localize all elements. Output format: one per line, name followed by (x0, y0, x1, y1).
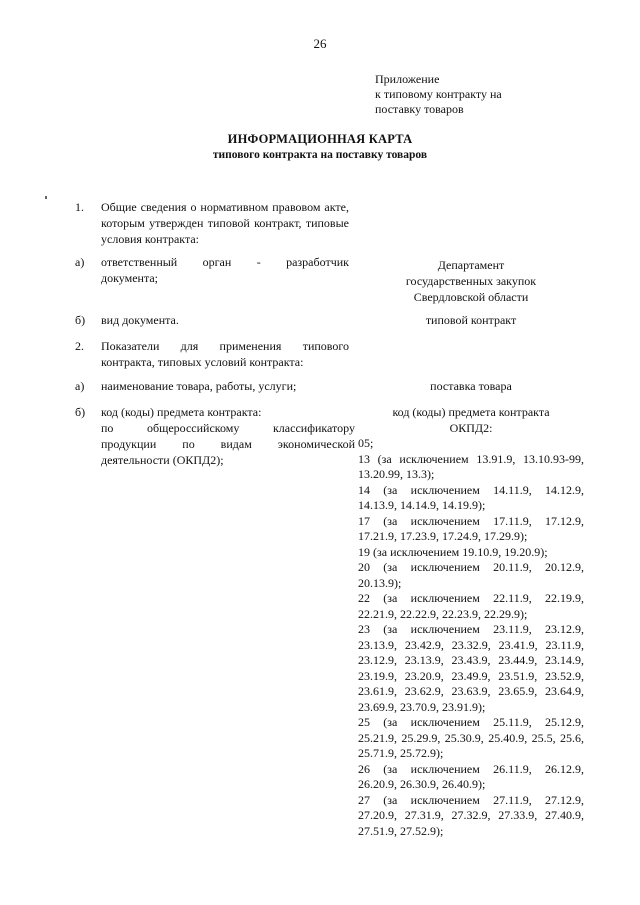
item-word: по (101, 421, 114, 435)
item-number: б) (75, 405, 86, 419)
appendix-line: поставку товаров (375, 102, 464, 116)
appendix-note (375, 72, 575, 117)
item-value: поставка товара (430, 379, 512, 393)
item-text-line: деятельности (ОКПД2); (101, 453, 224, 467)
item-word: разработчик (286, 255, 349, 269)
scan-mark (45, 196, 47, 199)
item-word: общероссийскому (147, 421, 240, 435)
appendix-line: к типовому контракту на (375, 87, 502, 101)
item-text (101, 254, 349, 286)
item-word: ответственный (101, 255, 178, 269)
item-text: Показатели для применения типового контракта, типовых условий контракта: (101, 339, 349, 369)
item-text: наименование товара, работы, услуги; (101, 379, 297, 393)
code-item: 22 (за исключением 22.11.9, 22.19.9, 22.21.9, 22.22.9, 22.23.9, 22.29.9); (358, 591, 584, 621)
value-line: ОКПД2: (449, 420, 493, 435)
item-number: 2. (75, 339, 84, 353)
item-number: б) (75, 313, 86, 327)
code-item: 26 (за исключением 26.11.9, 26.12.9, 26.20.9, 26.30.9, 26.40.9); (358, 761, 584, 791)
item-text: Общие сведения о нормативном правовом акте, которым утвержден типовой контракт, типовые условия контракта: (101, 200, 349, 246)
title-main: ИНФОРМАЦИОННАЯ КАРТА (227, 132, 413, 146)
item-text: вид документа. (101, 313, 179, 327)
item-text-line: документа; (101, 271, 158, 285)
code-item: 13 (за исключением 13.91.9, 13.10.93-99, 13.20.99, 13.3); (358, 451, 584, 481)
item-text (101, 404, 355, 468)
code-item: 20 (за исключением 20.11.9, 20.12.9, 20.13.9); (358, 560, 584, 590)
item-value (358, 257, 584, 305)
value-line: код (коды) предмета контракта (392, 405, 550, 419)
code-item: 14 (за исключением 14.11.9, 14.12.9, 14.13.9, 14.14.9, 14.19.9); (358, 482, 584, 512)
item-word: - (256, 255, 261, 269)
title-subtitle: типового контракта на поставку товаров (212, 149, 428, 161)
code-item: 23 (за исключением 23.11.9, 23.12.9, 23.13.9, 23.42.9, 23.32.9, 23.41.9, 23.11.9, 23.12.9, 23.13.9, 23.43.9, 23.44.9, 23.14.9, 23.19.9, 23.20.9, 23.49.9, 23.51.9, 23.52.9, 23.61.9, 23.62.9, 23.63.9, 23.65.9, 23.64.9, 23.69.9, 23.70.9, 23.91.9); (358, 622, 584, 714)
code-item: 17 (за исключением 17.11.9, 17.12.9, 17.21.9, 17.23.9, 17.24.9, 17.29.9); (358, 513, 584, 543)
code-item: 05; (358, 436, 374, 450)
item-word: экономической (277, 437, 355, 451)
item-number: а) (75, 379, 85, 393)
item-text-line: код (коды) предмета контракта: (101, 405, 262, 419)
item-word: по (182, 437, 195, 451)
value-header (358, 405, 584, 436)
document-title (0, 131, 640, 163)
value-line: Департамент (437, 258, 505, 272)
item-value: типовой контракт (425, 313, 517, 327)
item-word: классификатору (272, 421, 355, 435)
item-word: видам (220, 437, 252, 451)
code-item: 27 (за исключением 27.11.9, 27.12.9, 27.20.9, 27.31.9, 27.32.9, 27.33.9, 27.40.9, 27.51.9, 27.52.9); (358, 792, 584, 838)
okpd2-code-list (358, 436, 584, 839)
item-word: орган (202, 255, 232, 269)
appendix-line: Приложение (375, 72, 440, 86)
code-item: 25 (за исключением 25.11.9, 25.12.9, 25.21.9, 25.29.9, 25.30.9, 25.40.9, 25.5, 25.6, 25.71.9, 25.72.9); (358, 715, 584, 760)
value-line: Свердловской области (413, 290, 529, 304)
value-line: государственных закупок (405, 274, 537, 288)
item-word: продукции (101, 437, 157, 451)
item-number: а) (75, 255, 85, 269)
item-number: 1. (75, 200, 84, 214)
page-number: 26 (313, 36, 327, 51)
code-item: 19 (за исключением 19.10.9, 19.20.9); (358, 544, 548, 559)
